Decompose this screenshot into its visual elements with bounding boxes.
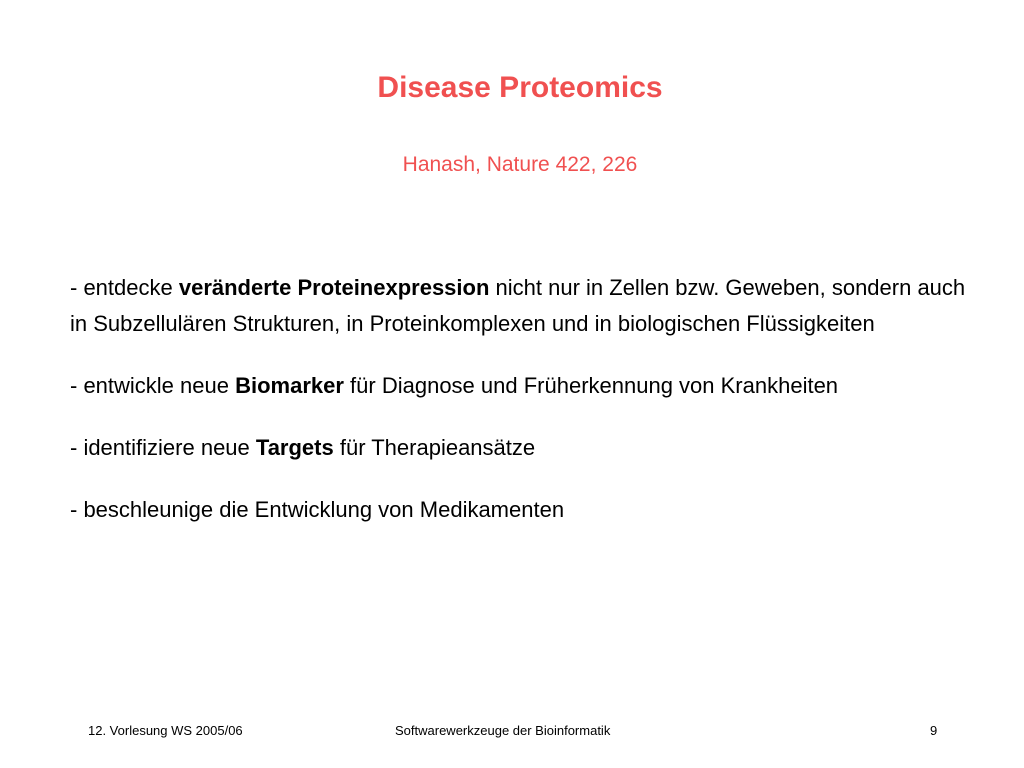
bullet-emphasis: Biomarker (235, 373, 344, 398)
bullet-text: - entdecke (70, 275, 179, 300)
bullet-text: für Diagnose und Früherkennung von Krankheiten (343, 373, 839, 398)
bullet-emphasis: veränderte Proteinexpression (178, 275, 490, 300)
bullet-text: - entwickle neue (70, 373, 236, 398)
bullet-item (70, 270, 980, 342)
bullet-text: - identifiziere neue (70, 435, 256, 460)
bullet-emphasis: Targets (255, 435, 334, 460)
bullet-list (70, 270, 980, 554)
slide-title: Disease Proteomics (377, 71, 663, 104)
bullet-text: - beschleunige die Entwicklung von Medikamenten (70, 497, 565, 522)
footer-course-title: Softwarewerkzeuge der Bioinformatik (395, 723, 611, 738)
bullet-text: für Therapieansätze (333, 435, 536, 460)
bullet-item (70, 430, 980, 466)
footer-lecture-info: 12. Vorlesung WS 2005/06 (88, 723, 243, 738)
footer-page-number: 9 (930, 723, 938, 738)
bullet-item (70, 492, 980, 528)
bullet-text: nicht nur in Zellen bzw. Geweben, sondern auch in Subzellulären Strukturen, in Proteinkomplexen und in biologischen Flüssigkeiten (70, 275, 966, 336)
slide-subtitle: Hanash, Nature 422, 226 (402, 153, 638, 176)
bullet-item (70, 368, 980, 404)
